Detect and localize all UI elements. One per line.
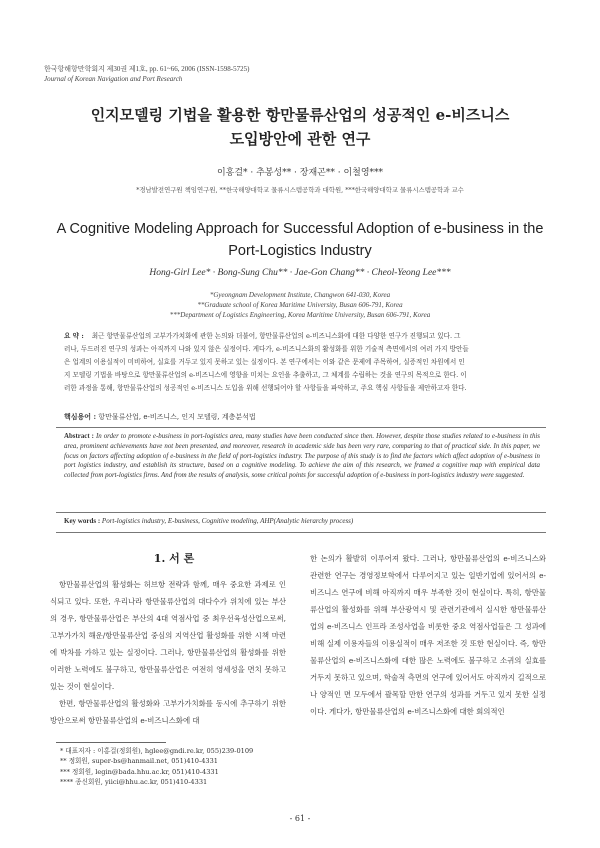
- korean-abstract-line: 러한 과정을 통해, 항만물류산업의 성공적인 e-비즈니스 도입을 위해 선행되어야 할 사항들을 파악하고, 주요 핵심 사항들을 제안하고자 한다.: [64, 384, 467, 392]
- footnote: * 대표저자 : 이홍걸(정회원), hglee@gndi.re.kr, 055)239-0109: [60, 747, 254, 755]
- english-abstract-text: In order to promote e-business in port-logistics area, many studies have been conducted since then. However, despite those studies related to e-business in this area, prominent achievements have not been presented, and moreover, research in academic side has been very rare, comparing to that of practical side. In this paper, we focus on factors affecting adoption of e-business in the field of port-logistics industry. The purpose of this study is to find the factors which affect adoption of e-business in port logistics industry, and establish its structure, based on a cognitive modeling. To achieve the aim of this research, we framed a cognitive map with empirical data collected from port-logistics firms. And from the results of analysis, some critical points for successful adoption of e-business in port-logistics industry were suggested.: [64, 433, 540, 480]
- footnote: ** 정회원, super-bs@hanmail.net, 051)410-4331: [60, 757, 218, 766]
- korean-title: [30, 103, 570, 151]
- english-affiliations: [0, 290, 600, 320]
- korean-title-line1: 인지모델링 기법을 활용한 항만물류산업의 성공적인 e-비즈니스: [90, 106, 510, 124]
- korean-affiliation: *경남발전연구원 책임연구원, **한국해양대학교 물류시스템공학과 대학원, ***한국해양대학교 물류시스템공학과 교수: [136, 186, 464, 194]
- page-number: - 61 -: [289, 814, 311, 823]
- korean-keywords: [64, 412, 256, 422]
- affiliation-3: ***Department of Logistics Engineering, Korea Maritime University, Busan 606-791, Korea: [169, 311, 431, 319]
- english-abstract: [64, 432, 540, 481]
- english-keywords-text: Port-logistics industry, E-business, Cognitive modeling, AHP(Analytic hierarchy process): [101, 517, 354, 525]
- affiliation-2: **Graduate school of Korea Maritime University, Busan 606-791, Korea: [197, 301, 403, 309]
- footnote-divider: [56, 742, 166, 743]
- korean-abstract-label: 요 약 :: [64, 332, 84, 340]
- korean-abstract-line: 러나, 두드러진 연구의 성과는 아직까지 나와 있지 않은 실정이다. 게다가, e-비즈니스화의 활성화를 위한 기술적 측면에서의 여러 가지 방안들: [64, 345, 469, 353]
- korean-keywords-label: 핵심용어 :: [64, 412, 97, 421]
- english-keywords-label: Key words :: [64, 517, 102, 525]
- body-paragraph: 항만물류산업의 활성화는 허브항 전략과 함께, 매우 중요한 과제로 인식되고 있다. 또한, 우리나라 항만물류산업의 대다수가 위치에 있는 부산의 경우, 항만물류산업은 부산의 4대 역점사업 중 최우선육성산업으로써, 고부가가치 해운/항만물류산업 중심의 지역산업 활성화를 위한 시책 마련에 박차를 가하고 있는 실정이다. 그러나, 항만물류산업의 활성화를 위한 이러한 노력에도 불구하고, 항만물류산업은 여전히 영세성을 면치 못하고 있는 것이 현실이다.: [50, 580, 286, 691]
- korean-abstract-line: 지 모델링 기법을 바탕으로 항만물류산업의 e-비즈니스에 영향을 미치는 요인을 추출하고, 그 체계를 수립하는 것을 연구의 목적으로 한다. 이: [64, 371, 467, 379]
- korean-authors: 이홍걸* · 추봉성** · 장재곤** · 이철영***: [216, 168, 384, 178]
- korean-abstract-line: 최근 항만물류산업의 고부가가치화에 관한 논의와 더불어, 항만물류산업의 e-비즈니스화에 대한 다양한 연구가 진행되고 있다. 그: [91, 332, 461, 340]
- journal-name-en: Journal of Korean Navigation and Port Research: [44, 75, 183, 83]
- affiliation-1: *Gyeongnam Development Institute, Changwon 641-030, Korea: [209, 291, 391, 299]
- footnote: *** 정회원, legin@bada.hhu.ac.kr, 051)410-4331: [60, 767, 219, 776]
- english-title-line1: A Cognitive Modeling Approach for Successful Adoption of e-business in the: [56, 221, 544, 237]
- journal-header: [44, 64, 249, 84]
- footnotes: [60, 746, 253, 788]
- korean-abstract-line: 은 업계의 이용실적이 미비하여, 실효를 거두고 있지 못하고 있는 실정이다. 본 연구에서는 이와 같은 문제에 주목하여, 실증적인 차원에서 인: [64, 358, 465, 366]
- footnote: **** 종신회원, yiici@hhu.ac.kr, 051)410-4331: [60, 778, 208, 787]
- divider: [56, 532, 546, 533]
- english-keywords: [64, 517, 353, 525]
- divider: [56, 427, 546, 428]
- journal-citation: 한국항해항만학회지 제30권 제1호, pp. 61~66, 2006 (ISSN-1598-5725): [44, 65, 250, 73]
- body-paragraph: 한편, 항만물류산업의 활성화와 고부가가치화를 동시에 추구하기 위한 방안으로써 항만물류산업의 e-비즈니스화에 대: [50, 699, 286, 725]
- divider: [56, 512, 546, 513]
- english-title-line2: Port-Logistics Industry: [228, 243, 372, 259]
- english-title: [30, 218, 570, 262]
- korean-keywords-text: 항만물류산업, e-비즈니스, 인지 모델링, 계층분석법: [96, 413, 256, 421]
- english-abstract-label: Abstract :: [64, 433, 96, 440]
- korean-abstract: [64, 330, 540, 395]
- english-authors: Hong-Girl Lee* · Bong-Sung Chu** · Jae-Gon Chang** · Cheol-Yeong Lee***: [149, 268, 451, 278]
- section-heading-introduction: 1. 서 론: [153, 552, 195, 565]
- body-column-left: [50, 576, 286, 729]
- body-paragraph: 한 논의가 활발히 이루어져 왔다. 그러나, 항만물류산업의 e-비즈니스와 관련한 연구는 경영정보학에서 다루어지고 있는 일반기업에 있어서의 e-비즈니스 연구에 비해 아직까지 매우 부족한 것이 현실이다. 특히, 항만물류산업의 활성화를 위해 부산광역시 및 관련기관에서 실시한 항만물류산업의 e-비즈니스 인프라 조성사업을 비롯한 중요 역점사업들은 그 성과에 비해 실제 이용자들의 이용실적이 매우 저조한 것 또한 현실이다. 즉, 항만물류산업의 e-비즈니스화에 대한 많은 노력에도 불구하고 소귀의 실효를 거두지 못하고 있으며, 학술적 측면의 연구에 있어서도 아직까지 길적으로나 양적인 면 모두에서 괄목할 만한 연구의 성과를 거두고 있지 못한 실정이다. 게다가, 항만물류산업의 e-비즈니스화에 대한 회의적인: [310, 554, 546, 716]
- body-column-right: [310, 550, 546, 720]
- korean-title-line2: 도입방안에 관한 연구: [229, 130, 371, 148]
